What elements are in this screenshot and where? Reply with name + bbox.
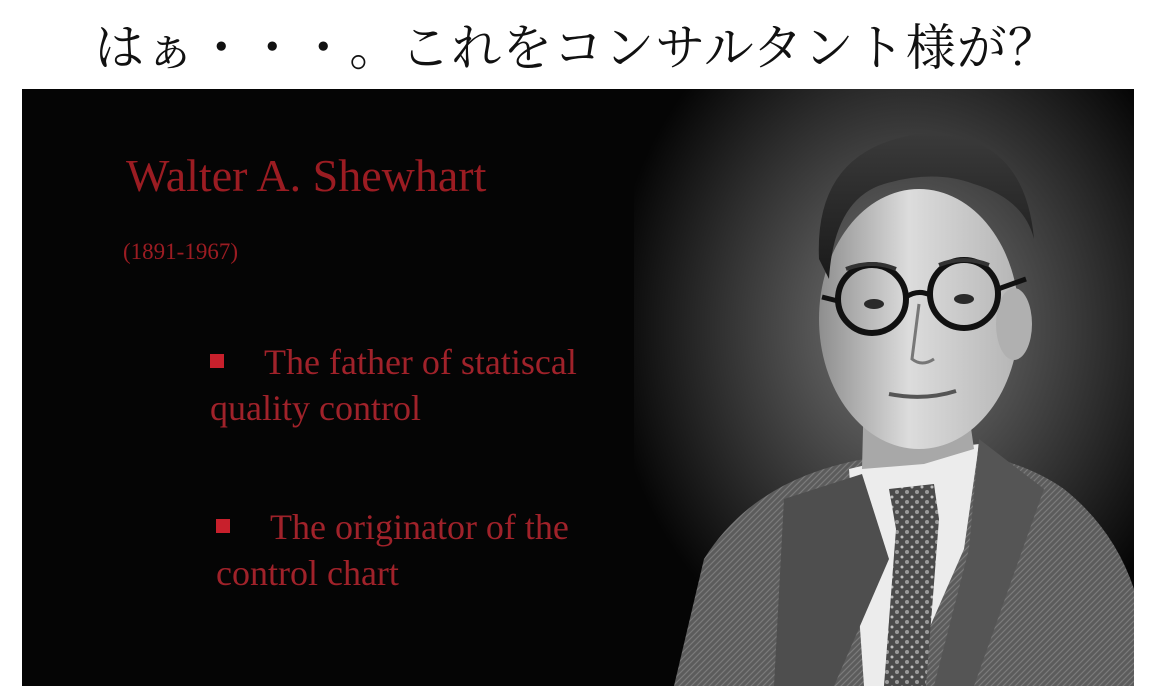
square-bullet-icon [210, 354, 224, 368]
slide-years: (1891-1967) [123, 239, 238, 264]
bullet-2-line-2: control chart [216, 553, 399, 593]
bullet-1-line-1: The father of statiscal [264, 342, 577, 382]
square-bullet-icon [216, 519, 230, 533]
bullet-1-line-2: quality control [210, 388, 421, 428]
caption-text: はぁ・・・。これをコンサルタント様が？ [94, 19, 1059, 77]
slide-title: Walter A. Shewhart [126, 150, 487, 201]
bullet-item-2 [216, 504, 686, 596]
bullet-2-line-1: The originator of the [270, 507, 569, 547]
bullet-item-1 [210, 339, 680, 431]
portrait-photo [634, 89, 1134, 686]
slide [22, 89, 1134, 686]
